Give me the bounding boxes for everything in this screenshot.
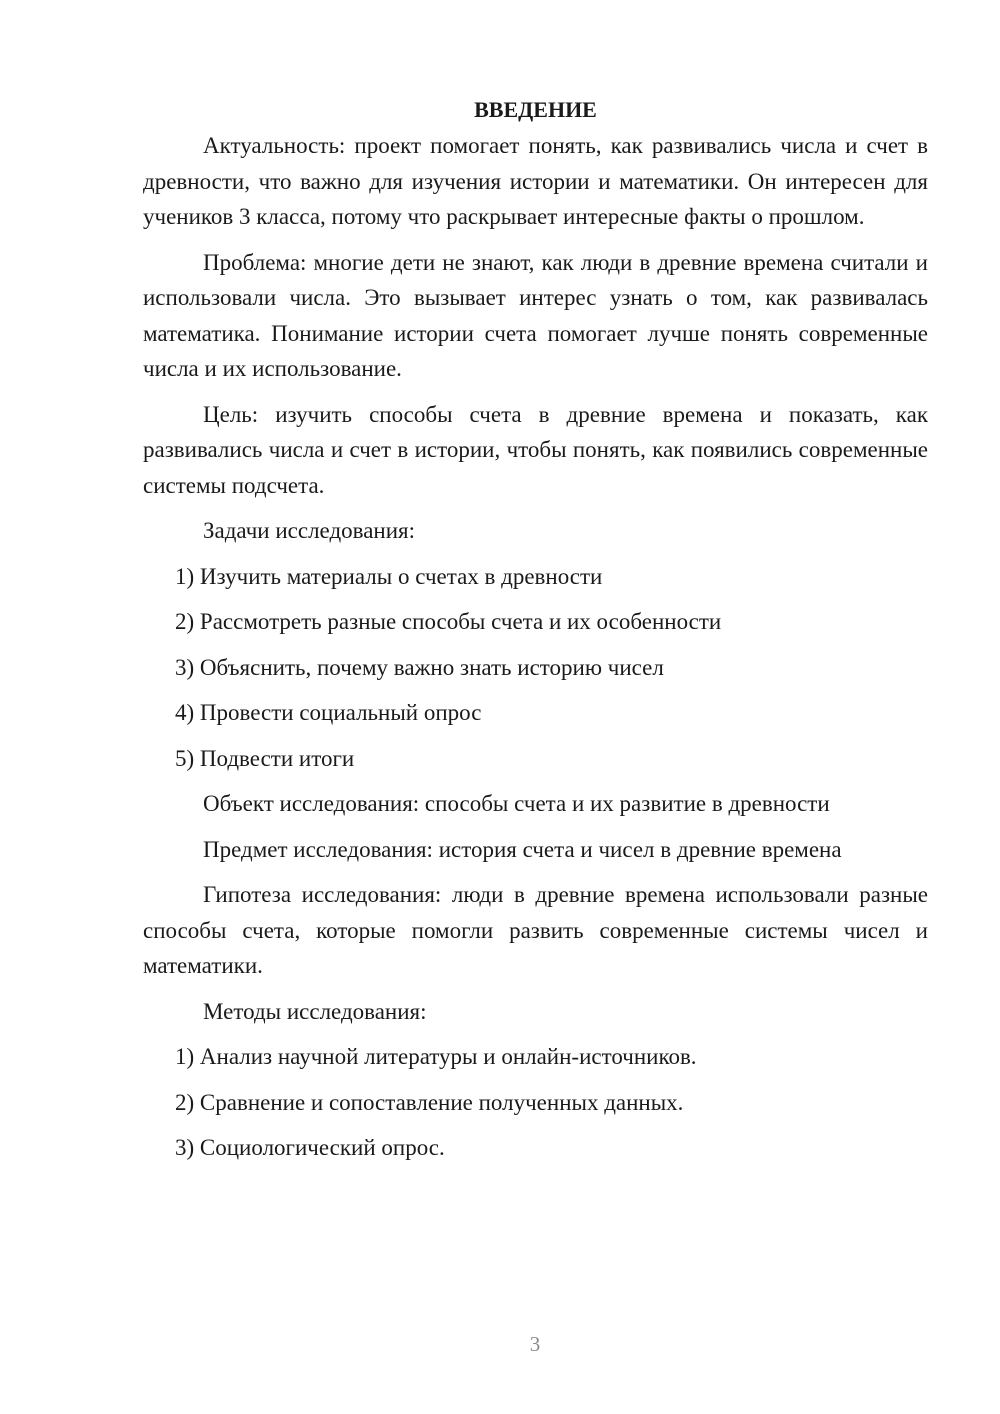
task-item: 5) Подвести итоги bbox=[175, 745, 355, 771]
hypothesis-paragraph: Гипотеза исследования: люди в древние времена использовали разные способы счета, которые помогли развить современные системы чисел и математики. bbox=[143, 882, 928, 978]
methods-heading: Методы исследования: bbox=[203, 998, 427, 1024]
method-item: 2) Сравнение и сопоставление полученных данных. bbox=[175, 1089, 684, 1115]
task-item: 2) Рассмотреть разные способы счета и их особенности bbox=[175, 609, 722, 634]
research-subject: Предмет исследования: история счета и чисел в древние времена bbox=[203, 836, 842, 862]
page-number: 3 bbox=[529, 1332, 541, 1356]
method-item: 1) Анализ научной литературы и онлайн-источников. bbox=[175, 1044, 697, 1069]
page-content bbox=[143, 92, 928, 1176]
method-item: 3) Социологический опрос. bbox=[175, 1135, 445, 1160]
goal-paragraph: Цель: изучить способы счета в древние времена и показать, как развивались числа и счет в истории, чтобы понять, как появились современные системы подсчета. bbox=[143, 401, 928, 498]
problem-paragraph: Проблема: многие дети не знают, как люди в древние времена считали и использовали числа. Это вызывает интерес узнать о том, как развивалась математика. Понимание истории счета помогает лучше понять современные числа и их использование. bbox=[143, 249, 928, 381]
task-item: 4) Провести социальный опрос bbox=[175, 700, 482, 725]
task-item: 1) Изучить материалы о счетах в древности bbox=[175, 563, 603, 589]
relevance-paragraph: Актуальность: проект помогает понять, как развивались числа и счет в древности, что важно для изучения истории и математики. Он интересен для учеников 3 класса, потому что раскрывает интересные факты о прошлом. bbox=[143, 133, 928, 229]
task-item: 3) Объяснить, почему важно знать историю чисел bbox=[175, 654, 664, 680]
tasks-heading: Задачи исследования: bbox=[203, 518, 416, 543]
page-title: ВВЕДЕНИЕ bbox=[474, 97, 597, 122]
research-object: Объект исследования: способы счета и их развитие в древности bbox=[203, 791, 830, 816]
